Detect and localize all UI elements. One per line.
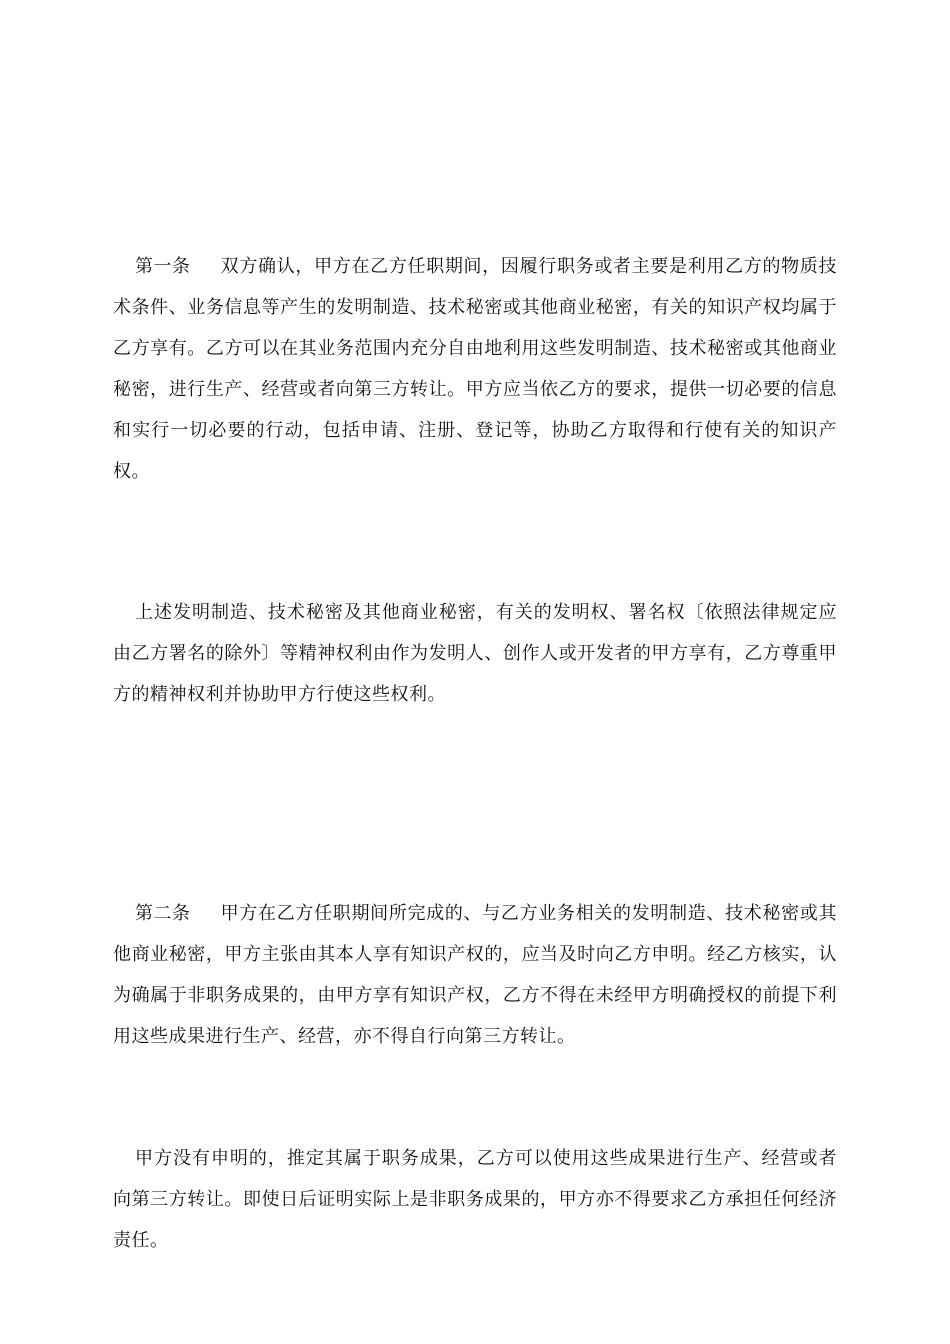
article-2-paragraph (113, 893, 837, 1057)
article-1-paragraph (113, 246, 837, 492)
article-2-text: 甲方在乙方任职期间所完成的、与乙方业务相关的发明制造、技术秘密或其他商业秘密，甲方主张由其本人享有知识产权的，应当及时向乙方申明。经乙方核实，认为确属于非职务成果的，由甲方享有知识产权，乙方不得在未经甲方明确授权的前提下利用这些成果进行生产、经营，亦不得自行向第三方转让。 (113, 903, 837, 1047)
article-1-text: 双方确认，甲方在乙方任职期间，因履行职务或者主要是利用乙方的物质技术条件、业务信息等产生的发明制造、技术秘密或其他商业秘密，有关的知识产权均属于乙方享有。乙方可以在其业务范围内充分自由地利用这些发明制造、技术秘密或其他商业秘密，进行生产、经营或者向第三方转让。甲方应当依乙方的要求，提供一切必要的信息和实行一切必要的行动，包括申请、注册、登记等，协助乙方取得和行使有关的知识产权。 (113, 256, 837, 482)
article-1-followup-paragraph: 上述发明制造、技术秘密及其他商业秘密，有关的发明权、署名权〔依照法律规定应由乙方署名的除外〕等精神权利由作为发明人、创作人或开发者的甲方享有，乙方尊重甲方的精神权利并协助甲方行使这些权利。 (113, 602, 837, 705)
article-1-number: 第一条 (135, 256, 191, 277)
article-2-number: 第二条 (135, 903, 191, 924)
article-2-followup-paragraph: 甲方没有申明的，推定其属于职务成果，乙方可以使用这些成果进行生产、经营或者向第三方转让。即使日后证明实际上是非职务成果的，甲方亦不得要求乙方承担任何经济责任。 (113, 1148, 837, 1251)
